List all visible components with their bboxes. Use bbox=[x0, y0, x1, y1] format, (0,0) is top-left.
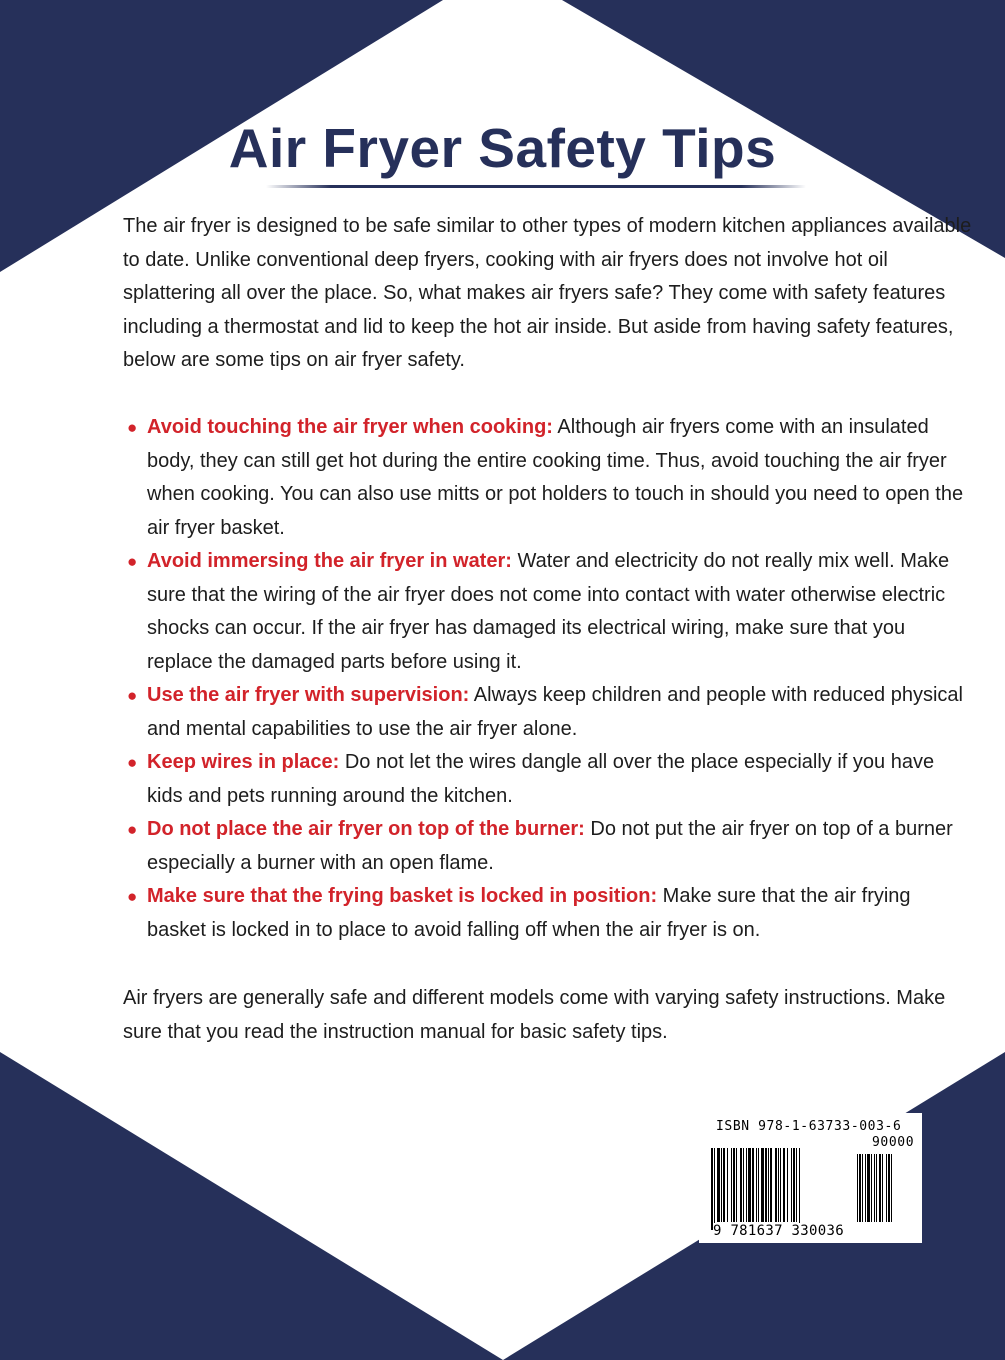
tip-heading: Avoid touching the air fryer when cooking: bbox=[147, 416, 553, 438]
barcode-bar bbox=[733, 1148, 735, 1222]
barcode-bar bbox=[743, 1148, 744, 1222]
page-title: Air Fryer Safety Tips bbox=[228, 117, 777, 179]
barcode-bar bbox=[711, 1148, 713, 1230]
barcode-addon-bar bbox=[882, 1154, 883, 1222]
safety-tips-list bbox=[127, 411, 972, 947]
list-item bbox=[127, 411, 972, 545]
bullet-icon: ● bbox=[127, 820, 138, 839]
barcode-bar bbox=[799, 1148, 800, 1230]
barcode-bar bbox=[775, 1148, 777, 1222]
tip-heading: Make sure that the frying basket is locked in position: bbox=[147, 885, 658, 907]
price-code-label: 90000 bbox=[872, 1135, 915, 1150]
tip-text: Do not put the air fryer on top of a burner especially a burner with an open flame. bbox=[147, 818, 953, 874]
barcode-addon-bar bbox=[886, 1154, 887, 1222]
barcode-bar bbox=[756, 1148, 757, 1222]
barcode-addon-bar bbox=[888, 1154, 890, 1222]
tip-heading: Keep wires in place: bbox=[147, 751, 340, 773]
list-item bbox=[127, 880, 972, 947]
barcode-addon-bar bbox=[862, 1154, 863, 1222]
bullet-icon: ● bbox=[127, 753, 138, 772]
bullet-icon: ● bbox=[127, 887, 138, 906]
closing-paragraph: Air fryers are generally safe and different models come with varying safety instructions. Make sure that you read the instruction manual for basic safety tips. bbox=[123, 987, 946, 1043]
barcode-bar bbox=[721, 1148, 722, 1222]
tip-heading: Avoid immersing the air fryer in water: bbox=[147, 550, 512, 572]
barcode-addon-bar bbox=[865, 1154, 866, 1222]
tip-text: Always keep children and people with reduced physical and mental capabilities to use the air fryer alone. bbox=[147, 684, 963, 740]
list-item bbox=[127, 746, 972, 813]
tip-text: Water and electricity do not really mix well. Make sure that the wiring of the air fryer does not come into contact with water otherwise electric shocks can occur. If the air fryer has damaged its electrical wiring, make sure that you replace the damaged parts before using it. bbox=[147, 550, 950, 673]
barcode-bar bbox=[761, 1148, 764, 1222]
barcode-addon-bar bbox=[891, 1154, 892, 1222]
barcode-bar bbox=[736, 1148, 737, 1222]
barcode-bar bbox=[793, 1148, 795, 1222]
barcode-addon-bar bbox=[857, 1154, 858, 1222]
barcode-bar bbox=[717, 1148, 720, 1222]
barcode-bar bbox=[778, 1148, 779, 1222]
barcode-bar bbox=[746, 1148, 747, 1222]
tip-text: Do not let the wires dangle all over the place especially if you have kids and pets running around the kitchen. bbox=[147, 751, 935, 807]
barcode-bar bbox=[787, 1148, 788, 1222]
bullet-icon: ● bbox=[127, 418, 138, 437]
barcode-bar bbox=[765, 1148, 767, 1222]
barcode-bar bbox=[791, 1148, 792, 1222]
bullet-icon: ● bbox=[127, 552, 138, 571]
barcode-addon-bar bbox=[867, 1154, 870, 1222]
isbn-label: ISBN 978-1-63733-003-6 bbox=[716, 1119, 902, 1134]
barcode-bar bbox=[758, 1148, 759, 1222]
barcode-bar bbox=[727, 1148, 728, 1222]
list-item bbox=[127, 545, 972, 679]
barcode-bar bbox=[796, 1148, 797, 1222]
list-item bbox=[127, 679, 972, 746]
list-item bbox=[127, 813, 972, 880]
bottom-left-triangle bbox=[0, 1052, 503, 1360]
ean-number: 9 781637 330036 bbox=[713, 1223, 844, 1239]
intro-paragraph: The air fryer is designed to be safe similar to other types of modern kitchen appliances available to date. Unlike conventional deep fryers, cooking with air fryers does not involve hot oil splattering all over the place. So, what makes air fryers safe? They come with safety features including a thermostat and lid to keep the hot air inside. But aside from having safety features, below are some tips on air fryer safety. bbox=[123, 215, 972, 371]
tip-heading: Use the air fryer with supervision: bbox=[147, 684, 470, 706]
tip-text: Make sure that the air frying basket is locked in to place to avoid falling off when the air fryer is on. bbox=[147, 885, 911, 941]
barcode-icon bbox=[709, 1148, 919, 1230]
barcode-addon-bar bbox=[876, 1154, 877, 1222]
barcode-addon-bar bbox=[879, 1154, 881, 1222]
barcode-bar bbox=[748, 1148, 751, 1222]
barcode-addon-bar bbox=[874, 1154, 875, 1222]
barcode-bar bbox=[714, 1148, 715, 1230]
barcode-addon-bar bbox=[871, 1154, 872, 1222]
barcode-bar bbox=[752, 1148, 754, 1222]
bullet-icon: ● bbox=[127, 686, 138, 705]
barcode-bar bbox=[783, 1148, 785, 1222]
tip-text: Although air fryers come with an insulated body, they can still get hot during the entire cooking time. Thus, avoid touching the air fryer when cooking. You can also use mitts or pot holders to touch in should you need to open the air fryer basket. bbox=[147, 416, 964, 539]
barcode-bar bbox=[731, 1148, 732, 1222]
tip-heading: Do not place the air fryer on top of the burner: bbox=[147, 818, 585, 840]
barcode-bar bbox=[770, 1148, 772, 1222]
barcode-bar bbox=[740, 1148, 742, 1222]
barcode-bar bbox=[768, 1148, 769, 1222]
barcode-addon-bar bbox=[859, 1154, 861, 1222]
title-underline bbox=[266, 185, 806, 188]
barcode-bar bbox=[723, 1148, 725, 1222]
barcode-bar bbox=[780, 1148, 781, 1222]
